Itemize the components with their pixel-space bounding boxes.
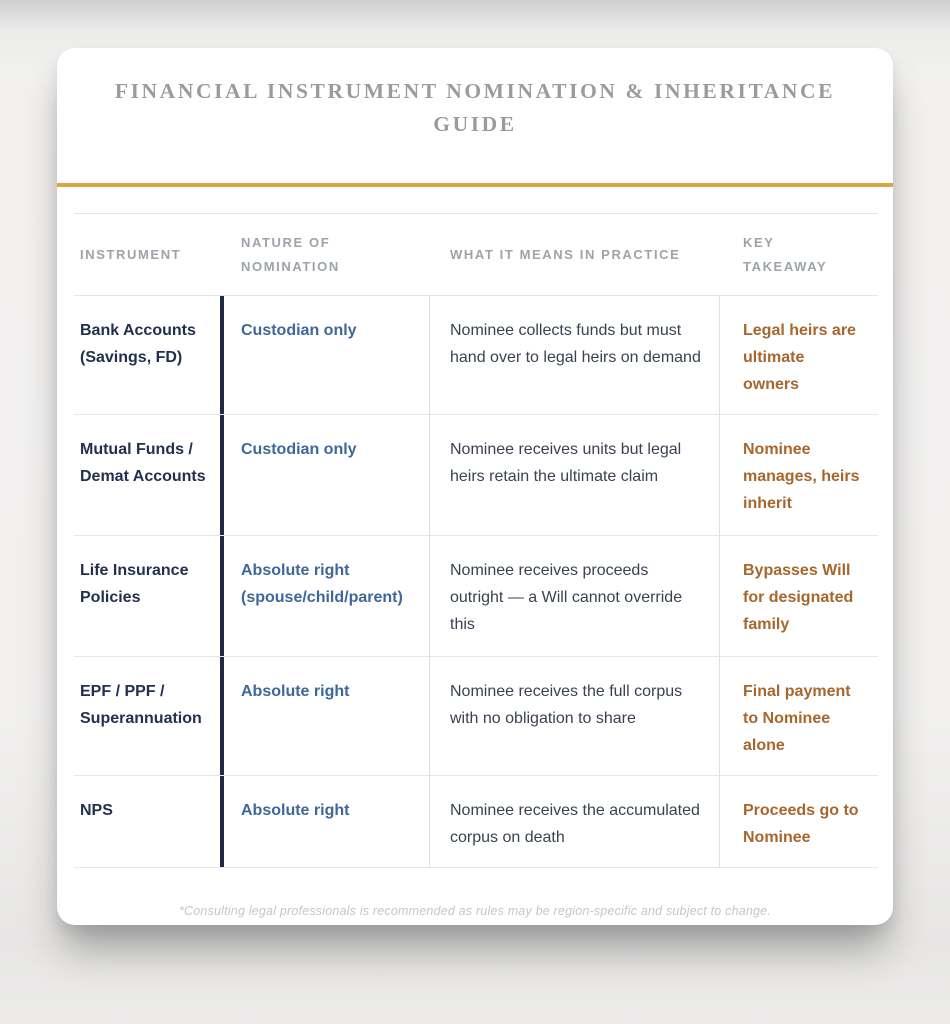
table-header-row [74, 213, 878, 296]
practice-cell: Nominee receives the full corpus with no obligation to share [430, 657, 720, 775]
instrument-cell: Bank Accounts (Savings, FD) [74, 296, 224, 414]
takeaway-cell: Final payment to Nominee alone [743, 683, 851, 754]
accent-divider [57, 183, 893, 187]
nomination-cell: Absolute right [224, 657, 430, 775]
takeaway-cell: Bypasses Will for designated family [743, 562, 854, 633]
page-title: FINANCIAL INSTRUMENT NOMINATION & INHERITANCE GUIDE [114, 79, 836, 136]
instrument-cell: Mutual Funds / Demat Accounts [74, 415, 224, 535]
table-row [74, 296, 878, 415]
practice-cell: Nominee receives units but legal heirs retain the ultimate claim [430, 415, 720, 535]
nomination-cell: Absolute right (spouse/child/parent) [224, 536, 430, 656]
nomination-cell: Absolute right [224, 776, 430, 867]
column-header-practice: WHAT IT MEANS IN PRACTICE [450, 246, 681, 262]
instrument-cell: EPF / PPF / Superannuation [74, 657, 224, 775]
table-row [74, 536, 878, 657]
practice-cell: Nominee receives proceeds outright — a Will cannot override this [430, 536, 720, 656]
practice-cell: Nominee receives the accumulated corpus on death [430, 776, 720, 867]
nomination-cell: Custodian only [224, 415, 430, 535]
takeaway-cell: Nominee manages, heirs inherit [743, 441, 860, 512]
nomination-table [74, 213, 878, 868]
nomination-cell: Custodian only [224, 296, 430, 414]
instrument-cell: NPS [74, 776, 224, 867]
column-header-instrument: INSTRUMENT [80, 246, 182, 262]
practice-cell: Nominee collects funds but must hand over to legal heirs on demand [430, 296, 720, 414]
takeaway-cell: Proceeds go to Nominee [743, 802, 859, 846]
column-header-nomination: NATURE OF NOMINATION [241, 234, 340, 274]
table-row [74, 657, 878, 776]
instrument-cell: Life Insurance Policies [74, 536, 224, 656]
disclaimer-note: *Consulting legal professionals is recommended as rules may be region-specific and subject to change. [178, 904, 772, 918]
guide-card [57, 48, 893, 925]
column-header-takeaway: KEY TAKEAWAY [743, 234, 828, 274]
table-row [74, 776, 878, 868]
table-row [74, 415, 878, 536]
takeaway-cell: Legal heirs are ultimate owners [743, 322, 856, 393]
